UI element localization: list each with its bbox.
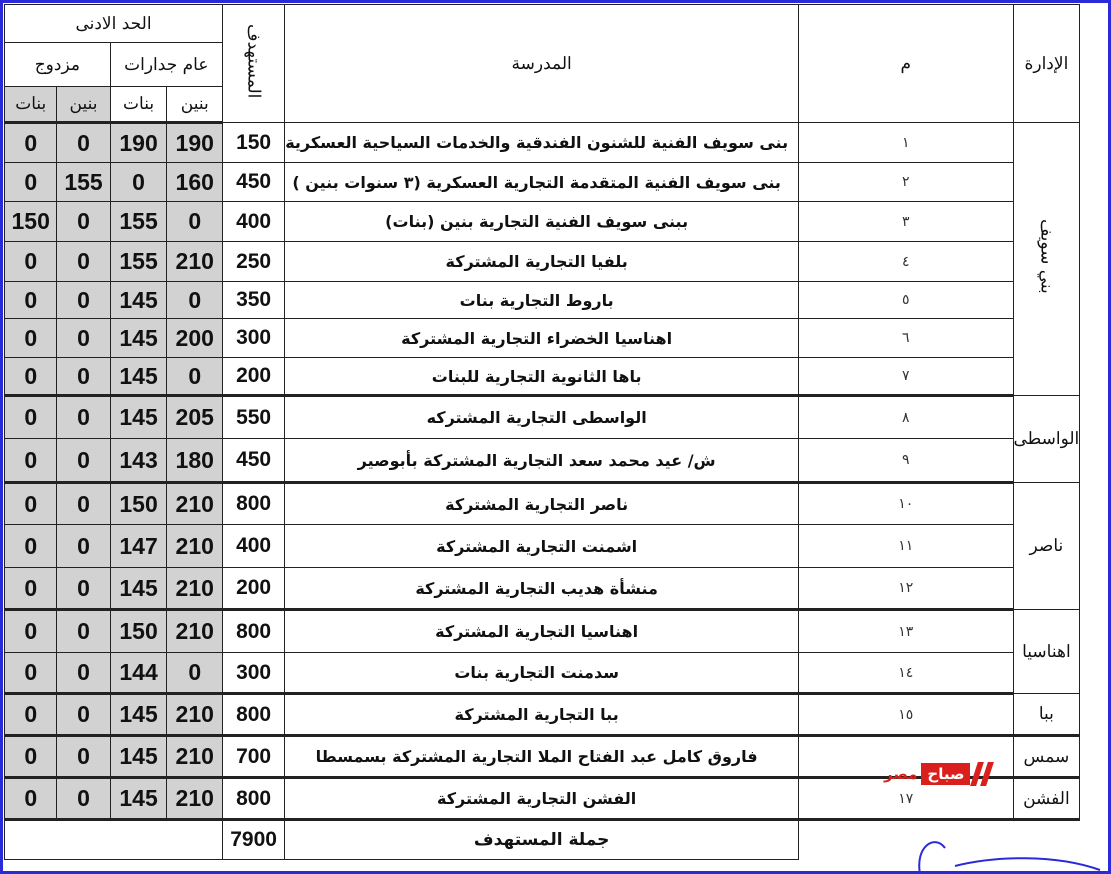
cell-mix-boys: 0 bbox=[57, 439, 110, 483]
cell-school: اهناسيا الخضراء التجارية المشتركة bbox=[285, 319, 799, 358]
cell-gen-girls: 145 bbox=[110, 778, 167, 820]
cell-mix-girls: 0 bbox=[5, 525, 57, 568]
cell-school: اهناسيا التجارية المشتركة bbox=[285, 610, 799, 653]
cell-target: 150 bbox=[223, 123, 285, 163]
cell-mix-girls: 0 bbox=[5, 736, 57, 778]
cell-gen-girls: 145 bbox=[110, 358, 167, 396]
table-row bbox=[5, 568, 1111, 610]
header-min: الحد الادنى bbox=[5, 5, 223, 43]
cell-target: 800 bbox=[223, 483, 285, 525]
cell-num: ٤ bbox=[799, 242, 1013, 282]
cell-school: منشأة هديب التجارية المشتركة bbox=[285, 568, 799, 610]
cell-target: 450 bbox=[223, 439, 285, 483]
header-mixed: مزدوج bbox=[5, 43, 111, 87]
cell-gen-boys: 210 bbox=[167, 568, 223, 610]
header-general-walls: عام جدارات bbox=[110, 43, 222, 87]
cell-gen-girls: 143 bbox=[110, 439, 167, 483]
cell-school: الفشن التجارية المشتركة bbox=[285, 778, 799, 820]
table-row bbox=[5, 123, 1111, 163]
cell-mix-boys: 0 bbox=[57, 358, 110, 396]
admin-biba: ببا bbox=[1013, 694, 1080, 736]
cell-school: بنى سويف الفنية للشنون الفندقية والخدمات السياحية العسكرية bbox=[285, 123, 799, 163]
cell-num: ١٣ bbox=[799, 610, 1013, 653]
cell-gen-boys: 210 bbox=[167, 694, 223, 736]
cell-gen-boys: 0 bbox=[167, 358, 223, 396]
cell-target: 200 bbox=[223, 358, 285, 396]
cell-num: ٨ bbox=[799, 396, 1013, 439]
cell-target: 450 bbox=[223, 163, 285, 202]
cell-school: ناصر التجارية المشتركة bbox=[285, 483, 799, 525]
cell-mix-girls: 0 bbox=[5, 242, 57, 282]
cell-gen-girls: 145 bbox=[110, 694, 167, 736]
cell-mix-girls: 0 bbox=[5, 358, 57, 396]
cell-num: ١٠ bbox=[799, 483, 1013, 525]
cell-mix-boys: 0 bbox=[57, 736, 110, 778]
cell-num: ٧ bbox=[799, 358, 1013, 396]
cell-school: اشمنت التجارية المشتركة bbox=[285, 525, 799, 568]
table-row bbox=[5, 653, 1111, 694]
header-num: م bbox=[799, 5, 1013, 123]
header-mixed-boys: بنين bbox=[57, 87, 110, 123]
cell-mix-boys: 0 bbox=[57, 242, 110, 282]
table-row bbox=[5, 319, 1111, 358]
cell-mix-boys: 0 bbox=[57, 319, 110, 358]
cell-mix-girls: 0 bbox=[5, 653, 57, 694]
cell-mix-boys: 0 bbox=[57, 653, 110, 694]
admin-somosta: سمس bbox=[1013, 736, 1080, 778]
cell-target: 300 bbox=[223, 319, 285, 358]
cell-gen-boys: 200 bbox=[167, 319, 223, 358]
cell-school: ببنى سويف الفنية التجارية بنين (بنات) bbox=[285, 202, 799, 242]
cell-school: سدمنت التجارية بنات bbox=[285, 653, 799, 694]
cell-gen-girls: 0 bbox=[110, 163, 167, 202]
table-row bbox=[5, 163, 1111, 202]
cell-gen-boys: 0 bbox=[167, 653, 223, 694]
table-row bbox=[5, 610, 1111, 653]
cell-gen-boys: 205 bbox=[167, 396, 223, 439]
signature-stroke bbox=[915, 836, 1105, 874]
cell-target: 800 bbox=[223, 694, 285, 736]
admin-beni-suef bbox=[1013, 123, 1080, 396]
cell-mix-boys: 0 bbox=[57, 123, 110, 163]
admin-ehnasia: اهناسيا bbox=[1013, 610, 1080, 694]
cell-mix-boys: 0 bbox=[57, 396, 110, 439]
cell-num: ١ bbox=[799, 123, 1013, 163]
total-value: 7900 bbox=[223, 820, 285, 860]
cell-school: ش/ عيد محمد سعد التجارية المشتركة بأبوصير bbox=[285, 439, 799, 483]
cell-gen-girls: 155 bbox=[110, 202, 167, 242]
cell-school: باروط التجارية بنات bbox=[285, 282, 799, 319]
schools-table bbox=[4, 4, 1111, 860]
cell-gen-boys: 190 bbox=[167, 123, 223, 163]
table-row bbox=[5, 483, 1111, 525]
admin-beni-suef-label: بني سويف bbox=[1036, 219, 1057, 294]
cell-num: ١٢ bbox=[799, 568, 1013, 610]
cell-gen-girls: 144 bbox=[110, 653, 167, 694]
cell-school: بلفيا التجارية المشتركة bbox=[285, 242, 799, 282]
table-row bbox=[5, 202, 1111, 242]
header-gen-girls: بنات bbox=[110, 87, 167, 123]
cell-gen-girls: 190 bbox=[110, 123, 167, 163]
table-row bbox=[5, 396, 1111, 439]
cell-gen-girls: 147 bbox=[110, 525, 167, 568]
cell-target: 200 bbox=[223, 568, 285, 610]
cell-gen-girls: 150 bbox=[110, 483, 167, 525]
total-blank bbox=[5, 820, 223, 860]
cell-num: ٣ bbox=[799, 202, 1013, 242]
cell-target: 250 bbox=[223, 242, 285, 282]
cell-target: 350 bbox=[223, 282, 285, 319]
table-row bbox=[5, 694, 1111, 736]
cell-mix-boys: 0 bbox=[57, 282, 110, 319]
cell-mix-boys: 0 bbox=[57, 202, 110, 242]
cell-mix-boys: 0 bbox=[57, 778, 110, 820]
cell-num: ١٥ bbox=[799, 694, 1013, 736]
cell-gen-boys: 210 bbox=[167, 736, 223, 778]
cell-school: ببا التجارية المشتركة bbox=[285, 694, 799, 736]
header-mixed-girls: بنات bbox=[5, 87, 57, 123]
cell-gen-girls: 145 bbox=[110, 396, 167, 439]
cell-mix-girls: 0 bbox=[5, 319, 57, 358]
cell-mix-girls: 0 bbox=[5, 694, 57, 736]
cell-gen-boys: 210 bbox=[167, 610, 223, 653]
table-row bbox=[5, 439, 1111, 483]
cell-gen-boys: 210 bbox=[167, 242, 223, 282]
cell-mix-girls: 0 bbox=[5, 282, 57, 319]
watermark-logo bbox=[884, 760, 990, 788]
table-row bbox=[5, 282, 1111, 319]
cell-target: 400 bbox=[223, 202, 285, 242]
admin-wasta: الواسطى bbox=[1013, 396, 1080, 483]
cell-gen-girls: 145 bbox=[110, 736, 167, 778]
cell-gen-boys: 210 bbox=[167, 525, 223, 568]
cell-mix-girls: 0 bbox=[5, 568, 57, 610]
cell-target: 550 bbox=[223, 396, 285, 439]
cell-mix-girls: 150 bbox=[5, 202, 57, 242]
cell-school: باها الثانوية التجارية للبنات bbox=[285, 358, 799, 396]
header-target-label: المستهدف bbox=[243, 23, 264, 99]
cell-mix-boys: 0 bbox=[57, 483, 110, 525]
admin-fashn: الفشن bbox=[1013, 778, 1080, 820]
cell-gen-boys: 180 bbox=[167, 439, 223, 483]
cell-mix-girls: 0 bbox=[5, 483, 57, 525]
cell-mix-girls: 0 bbox=[5, 610, 57, 653]
cell-num: ٥ bbox=[799, 282, 1013, 319]
cell-school: فاروق كامل عبد الفتاح الملا التجارية المشتركة بسمسطا bbox=[285, 736, 799, 778]
table-row bbox=[5, 358, 1111, 396]
watermark-text: مصر bbox=[884, 765, 918, 783]
header-gen-boys: بنين bbox=[167, 87, 223, 123]
cell-target: 300 bbox=[223, 653, 285, 694]
cell-mix-boys: 155 bbox=[57, 163, 110, 202]
cell-school: الواسطى التجارية المشتركه bbox=[285, 396, 799, 439]
cell-num: ٢ bbox=[799, 163, 1013, 202]
cell-school: بنى سويف الفنية المتقدمة التجارية العسكرية (٣ سنوات بنين ) bbox=[285, 163, 799, 202]
table-row bbox=[5, 242, 1111, 282]
cell-target: 800 bbox=[223, 778, 285, 820]
cell-num: ١١ bbox=[799, 525, 1013, 568]
header-admin: الإدارة bbox=[1013, 5, 1080, 123]
cell-gen-boys: 210 bbox=[167, 483, 223, 525]
cell-gen-boys: 160 bbox=[167, 163, 223, 202]
cell-gen-girls: 150 bbox=[110, 610, 167, 653]
cell-num: ١٧ bbox=[799, 778, 1013, 820]
cell-gen-girls: 145 bbox=[110, 568, 167, 610]
cell-mix-boys: 0 bbox=[57, 610, 110, 653]
cell-mix-boys: 0 bbox=[57, 694, 110, 736]
cell-target: 700 bbox=[223, 736, 285, 778]
cell-mix-girls: 0 bbox=[5, 123, 57, 163]
cell-num: ٦ bbox=[799, 319, 1013, 358]
cell-gen-girls: 145 bbox=[110, 282, 167, 319]
cell-mix-girls: 0 bbox=[5, 163, 57, 202]
cell-num: ٩ bbox=[799, 439, 1013, 483]
cell-target: 400 bbox=[223, 525, 285, 568]
watermark-badge: صباح bbox=[921, 763, 970, 785]
cell-gen-boys: 210 bbox=[167, 778, 223, 820]
cell-gen-girls: 155 bbox=[110, 242, 167, 282]
cell-mix-girls: 0 bbox=[5, 439, 57, 483]
cell-mix-boys: 0 bbox=[57, 568, 110, 610]
cell-gen-boys: 0 bbox=[167, 202, 223, 242]
cell-mix-girls: 0 bbox=[5, 778, 57, 820]
admin-nasser: ناصر bbox=[1013, 483, 1080, 610]
cell-gen-boys: 0 bbox=[167, 282, 223, 319]
cell-mix-girls: 0 bbox=[5, 396, 57, 439]
table-row bbox=[5, 525, 1111, 568]
cell-num: ١٤ bbox=[799, 653, 1013, 694]
cell-gen-girls: 145 bbox=[110, 319, 167, 358]
cell-mix-boys: 0 bbox=[57, 525, 110, 568]
cell-target: 800 bbox=[223, 610, 285, 653]
header-target bbox=[223, 5, 285, 123]
total-label: جملة المستهدف bbox=[285, 820, 799, 860]
header-school: المدرسة bbox=[285, 5, 799, 123]
